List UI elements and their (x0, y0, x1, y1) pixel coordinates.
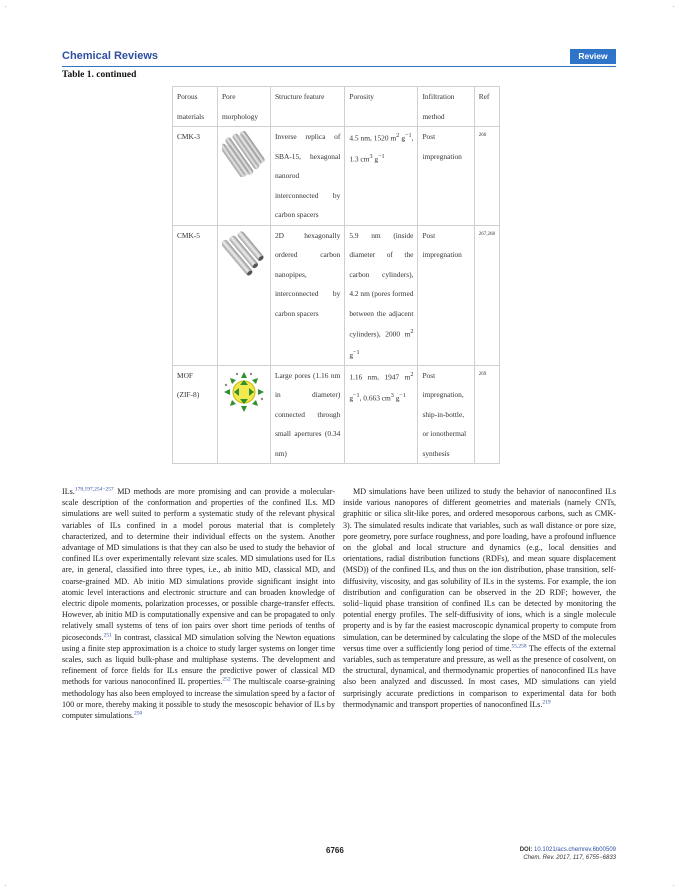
table-title: Table 1. continued (62, 70, 137, 80)
table-header-row (173, 87, 500, 127)
table-row (173, 365, 500, 464)
pore-morphology-cell (217, 225, 270, 365)
structure-feature: Large pores (1.16 nm in diameter) connected through small apertures (0.34 nm) (270, 365, 344, 464)
doi-link[interactable]: 10.1021/acs.chemrev.6b00509 (534, 847, 616, 853)
column-header: Porous materials (173, 87, 218, 127)
crop-mark: · (672, 881, 675, 890)
material-name: CMK-3 (173, 127, 218, 226)
infiltration-method: Post impregnation (418, 127, 474, 226)
citation-link[interactable]: 178,197,254−257 (74, 486, 114, 493)
table-row (173, 127, 500, 226)
material-name: CMK-5 (173, 225, 218, 365)
doi-citation: DOI: 10.1021/acs.chemrev.6b00509 Chem. Rev. 2017, 117, 6755−6833 (519, 847, 616, 861)
page-number: 6766 (326, 846, 344, 855)
porosity: 1.16 nm, 1947 $m^2$ $g^{-1}$, 0.663 $cm^3$ $g^{-1}$ (345, 365, 418, 464)
infiltration-method: Post impregnation, ship-in-bottle, or ionothermal synthesis (418, 365, 474, 464)
article-type-badge: Review (570, 49, 616, 64)
reference-link[interactable]: 267,268 (474, 225, 499, 365)
left-column (62, 486, 335, 721)
pore-morphology-cell (217, 127, 270, 226)
structure-feature: Inverse replica of SBA-15, hexagonal nanorod interconnected by carbon spacers (270, 127, 344, 226)
column-header: Ref (474, 87, 499, 127)
material-name: MOF (ZIF-8) (173, 365, 218, 464)
pore-morphology-cell (217, 365, 270, 464)
table-row (173, 225, 500, 365)
right-column (343, 486, 616, 710)
zif8-framework-image (222, 370, 266, 414)
paragraph: ILs.$^{178,197,254-257}$ MD methods are more promising and can provide a molecular-scale description of the conformation and properties of the confined ILs. MD simulations are well suited to perform a systematic study of the relevant physical variables of ILs confined in a model porous material that is completely characterized, and to determine their individual effects on the system. Another advantage of MD simulations is that they can also be used to study the behavior of confined ILs over experimentally relevant size scales. MD simulations used for ILs are, in general, classified into three types, i.e., ab initio MD, classical MD, and coarse-grained MD. Ab initio MD simulations provide significant insight into atomic level interactions and electronic structure and can broaden knowledge of electric dipole moments, polarization processes, or possible charge-transfer effects. However, ab initio MD is computationally expensive and can be propagated to only relatively small systems of tens of ion pairs over short time periods of tenths of picoseconds.$^{251}$ In contrast, classical MD simulation solving the Newton equations using a finite step approximation is a choice to study larger systems on longer time scales, such as liquid bulk-phase and multiphase systems. The development and refinement of force fields for ILs ensure the predictive power of classical MD methods for various nanoconfined IL properties.$^{252}$ The multiscale coarse-graining methodology has also been employed to increase the simulation speed by a factor of 100 or more, thereby making it possible to study the mesoscopic behavior of ILs by computer simulations.$^{250}$ (62, 486, 336, 721)
column-header: Pore morphology (217, 87, 270, 127)
paragraph: MD simulations have been utilized to study the behavior of nanoconfined ILs inside various nanopores of different geometries and materials (namely CNTs, graphitic or silica slit-like pores, and ordered mesoporous carbons, such as CMK-3). The simulated results indicate that variables, such as wall distance or pore size, pore geometry, pore surface roughness, and pore loading, have a profound influence on the global and local structure and dynamics (e.g., local densities and orientations, radial distribution functions (RDFs), and mean square displacement (MSD)) of the confined ILs, and thus on the ion distribution, phase transition, self-diffusivity, viscosity, and gas solubility of ILs in the systems. For example, the ion distribution and configuration can be observed in the 2D RDF; however, the solid−liquid phase transition of confined ILs can be detected by monitoring the potential energy profiles. The self-diffusivity of ions, which is a single molecule property and is by far the easiest macroscopic dynamical property to compute from simulation, can be determined by calculating the slope of the MSD of the molecules versus time over a sufficiently long period of time.$^{55,258}$ The effects of the external variables, such as temperature and pressure, as well as the presence of cosolvent, on the structural, dynamical, and thermodynamic properties of nanoconfined ILs have also been analyzed and discussed. In most cases, MD simulations can yield surprisingly accurate predictions in comparison to experimental data for both thermodynamic and transport properties of nanoconfined ILs.$^{219}$ (343, 487, 616, 709)
reference-link[interactable]: 269 (474, 365, 499, 464)
cmk5-nanopipe-array-image (222, 230, 266, 276)
cmk3-nanorod-array-image (222, 131, 266, 177)
infiltration-method: Post impregnation (418, 225, 474, 365)
journal-name[interactable]: Chemical Reviews (62, 50, 158, 62)
crop-mark: · (4, 2, 7, 11)
crop-mark: · (672, 2, 675, 11)
column-header: Structure feature (270, 87, 344, 127)
citation-link[interactable]: 250 (133, 710, 143, 717)
citation-link[interactable]: 55,258 (511, 643, 527, 650)
column-header: Porosity (345, 87, 418, 127)
citation-link[interactable]: 219 (542, 699, 551, 706)
materials-table (172, 86, 500, 464)
structure-feature: 2D hexagonally ordered carbon nanopipes, interconnected by carbon spacers (270, 225, 344, 365)
citation-link[interactable]: 252 (222, 676, 231, 683)
porosity: 5.9 nm (inside diameter of the carbon cylinders), 4.2 nm (pores formed between the adjacent cylinders), 2000 $m^2$ $g^{-1}$ (345, 225, 418, 365)
column-header: Infiltration method (418, 87, 474, 127)
porosity: 4.5 nm, 1520 $m^2$ $g^{-1}$, 1.3 $cm^3$ $g^{-1}$ (345, 127, 418, 226)
header-divider (62, 66, 616, 67)
citation-link[interactable]: 251 (103, 631, 112, 638)
reference-link[interactable]: 266 (474, 127, 499, 226)
crop-mark: · (4, 881, 7, 890)
